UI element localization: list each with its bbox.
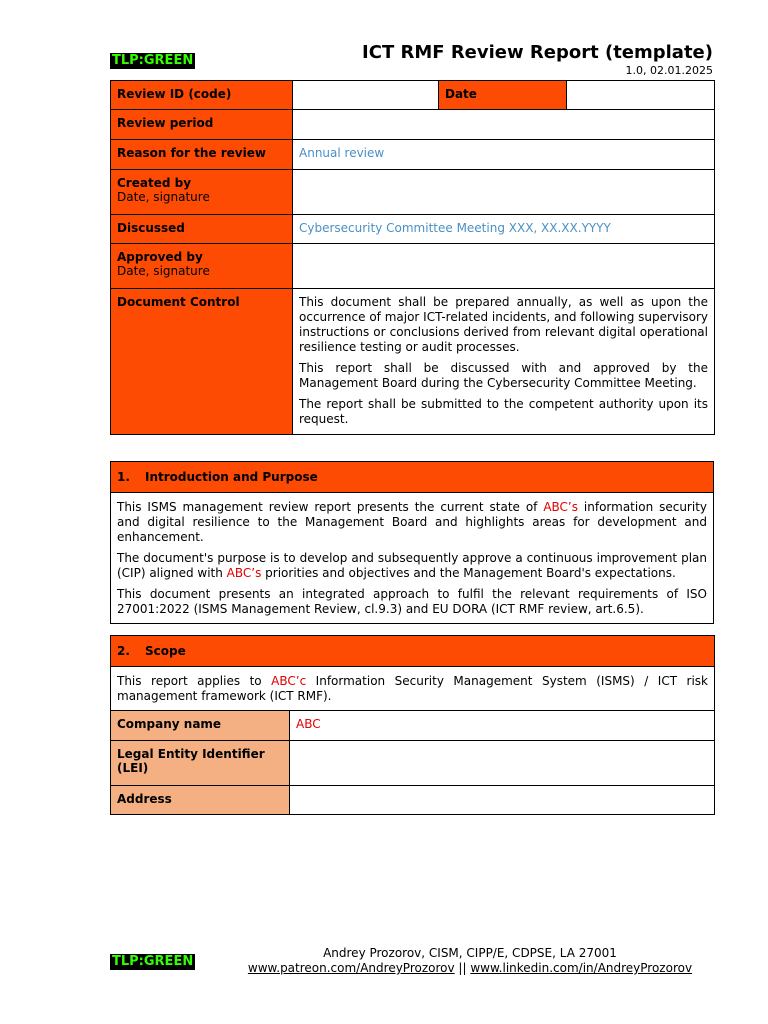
page-title: ICT RMF Review Report (template) xyxy=(362,42,713,63)
lei-label: Legal Entity Identifier (LEI) xyxy=(111,741,290,786)
discussed-label: Discussed xyxy=(111,215,293,244)
approved-by-sublabel: Date, signature xyxy=(117,264,210,278)
company-name-ref: ABC’c xyxy=(271,674,307,688)
lei-field[interactable] xyxy=(290,741,715,786)
approved-by-field[interactable] xyxy=(293,244,715,289)
company-name-field[interactable]: ABC xyxy=(290,711,715,741)
document-control-label: Document Control xyxy=(111,289,293,435)
section-scope-heading xyxy=(111,636,715,667)
document-control-paragraph: The report shall be submitted to the competent authority upon its request. xyxy=(299,397,708,426)
reason-field[interactable]: Annual review xyxy=(293,140,715,170)
section-introduction-body xyxy=(111,493,714,624)
created-by-cell xyxy=(111,170,293,215)
section-number: 2. xyxy=(117,644,130,658)
review-period-label: Review period xyxy=(111,110,293,140)
discussed-field[interactable]: Cybersecurity Committee Meeting XXX, XX.XX.YYYY xyxy=(293,215,715,244)
section-introduction xyxy=(110,461,714,624)
patreon-link[interactable]: www.patreon.com/AndreyProzorov xyxy=(247,961,455,975)
address-field[interactable] xyxy=(290,786,715,815)
section-title: Introduction and Purpose xyxy=(145,470,318,484)
review-id-label: Review ID (code) xyxy=(111,81,293,110)
intro-paragraph: The document's purpose is to develop and subsequently approve a continuous improvement plan (CIP) aligned with ABC’s priorities and objectives and the Management Board's expectations. xyxy=(117,551,707,580)
company-name-ref: ABC’s xyxy=(543,500,578,514)
document-control-paragraph: This report shall be discussed with and approved by the Management Board during the Cybersecurity Committee Meeting. xyxy=(299,361,708,390)
scope-paragraph: This report applies to ABC’c Information Security Management System (ISMS) / ICT risk management framework (ICT RMF). xyxy=(117,674,709,703)
review-id-field[interactable] xyxy=(293,81,439,110)
intro-paragraph: This document presents an integrated approach to fulfil the relevant requirements of ISO 27001:2022 (ISMS Management Review, cl.9.3) and EU DORA (ICT RMF review, art.6.5). xyxy=(117,587,707,616)
tlp-badge-bottom: TLP:GREEN xyxy=(112,954,194,969)
section-scope xyxy=(110,635,715,815)
section-scope-body xyxy=(111,667,715,711)
company-name-label: Company name xyxy=(111,711,290,741)
reason-label: Reason for the review xyxy=(111,140,293,170)
linkedin-link[interactable]: www.linkedin.com/in/AndreyProzorov xyxy=(470,961,693,975)
created-by-label: Created by xyxy=(117,176,192,190)
document-control-paragraph: This document shall be prepared annually, as well as upon the occurrence of major ICT-related incidents, and following supervisory instructions or conclusions derived from relevant digital operational resilience testing or audit processes. xyxy=(299,295,708,354)
footer xyxy=(230,946,710,976)
document-version: 1.0, 02.01.2025 xyxy=(625,64,713,77)
date-field[interactable] xyxy=(567,81,715,110)
section-number: 1. xyxy=(117,470,130,484)
footer-author: Andrey Prozorov, CISM, CIPP/E, CDPSE, LA 27001 xyxy=(323,946,617,960)
link-separator: || xyxy=(454,961,471,975)
footer-links xyxy=(230,961,710,976)
approved-by-cell xyxy=(111,244,293,289)
created-by-sublabel: Date, signature xyxy=(117,190,210,204)
section-title: Scope xyxy=(145,644,186,658)
review-period-field[interactable] xyxy=(293,110,715,140)
intro-paragraph: This ISMS management review report presents the current state of ABC’s information security and digital resilience to the Management Board and highlights areas for development and enhancement. xyxy=(117,500,707,544)
created-by-field[interactable] xyxy=(293,170,715,215)
tlp-badge-top: TLP:GREEN xyxy=(112,53,194,68)
approved-by-label: Approved by xyxy=(117,250,203,264)
section-introduction-heading xyxy=(111,462,714,493)
address-label: Address xyxy=(111,786,290,815)
company-name-ref: ABC’s xyxy=(226,566,262,580)
review-info-table xyxy=(110,80,715,435)
document-control-text xyxy=(293,289,715,435)
date-label: Date xyxy=(439,81,567,110)
